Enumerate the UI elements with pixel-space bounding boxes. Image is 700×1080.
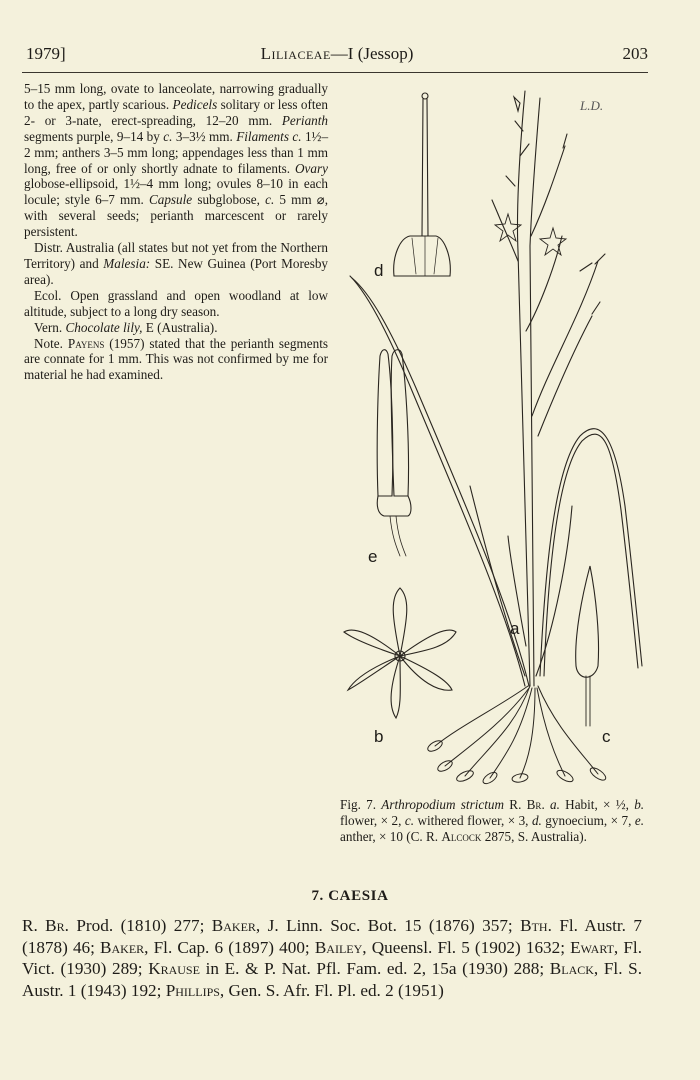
reference-author: R. Br. bbox=[22, 916, 69, 935]
reference-citation: in E. & P. Nat. Pfl. Fam. ed. 2, 15a (1930) 288; bbox=[199, 959, 550, 978]
reference-citation: Gen. S. Afr. Fl. Pl. ed. 2 (1951) bbox=[224, 980, 444, 1000]
family-name: Liliaceae bbox=[260, 44, 331, 63]
root-system bbox=[426, 686, 608, 786]
capsule-text: subglobose, bbox=[197, 192, 260, 208]
gynoecium-drawing bbox=[394, 93, 451, 276]
distribution-label: Distr. bbox=[34, 240, 63, 256]
flower-star-2 bbox=[540, 228, 566, 255]
ecology-paragraph bbox=[24, 288, 328, 320]
distribution-paragraph bbox=[24, 240, 328, 288]
running-title bbox=[26, 44, 648, 64]
circa-abbrev: c. bbox=[265, 192, 275, 208]
part-c-label: c. bbox=[404, 812, 415, 828]
filaments-text: 1½–2 mm; anthers 3–5 mm long; appendages less than 1 mm long, free of or only shortly adnate to filaments. bbox=[24, 128, 329, 176]
reference-author: Bth. bbox=[520, 916, 552, 935]
reference-citation: Queensl. Fl. 5 (1902) 1632; bbox=[366, 937, 571, 957]
reference-author: Black, bbox=[549, 959, 599, 978]
botanical-illustration bbox=[340, 86, 670, 796]
running-title-rest: —I (Jessop) bbox=[330, 44, 414, 63]
part-a-text: Habit, bbox=[565, 797, 598, 812]
vernacular-paragraph bbox=[24, 320, 328, 336]
distribution-text: Australia (all states but not yet from the Northern Territory) and bbox=[24, 240, 328, 271]
perianth-text-2: 3–3½ mm. bbox=[175, 128, 233, 144]
distribution-text-2: SE. New Guinea (Port Moresby area). bbox=[24, 255, 329, 287]
description-column bbox=[24, 81, 328, 383]
capsule-text-2: 5 mm ⌀, with several seeds; perianth marcescent or rarely persistent. bbox=[24, 192, 329, 240]
species-authority: R. Br. bbox=[509, 797, 545, 812]
reference-entry bbox=[148, 959, 550, 978]
vernacular-text: E (Australia). bbox=[145, 319, 218, 335]
panel-label-e: e bbox=[368, 547, 378, 566]
circa-abbrev: c. bbox=[163, 128, 173, 144]
note-author: Payens bbox=[67, 335, 105, 351]
reference-citation: Fl. S. Austr. 1 (1943) 192; bbox=[22, 959, 642, 1000]
ovary-label: Ovary bbox=[295, 160, 328, 176]
ecology-text: Open grassland and open woodland at low altitude, subject to a long dry season. bbox=[24, 287, 329, 319]
anther-drawing bbox=[377, 350, 411, 556]
panel-label-b: b bbox=[374, 727, 384, 746]
note-paragraph bbox=[24, 336, 328, 384]
species-name: Arthropodium strictum bbox=[381, 797, 505, 812]
genus-references bbox=[22, 915, 642, 1001]
year-label: 1979] bbox=[26, 44, 66, 63]
reference-entry bbox=[100, 938, 315, 957]
panel-label-c: c bbox=[602, 727, 611, 746]
pedicels-text: solitary or less often 2- or 3-nate, erect-spreading, 12–20 mm. bbox=[24, 96, 329, 128]
section-heading: 7. CAESIA bbox=[311, 888, 389, 904]
reference-citation: Prod. (1810) 277; bbox=[68, 916, 212, 935]
header-rule bbox=[22, 72, 648, 73]
note-text: (1957) stated that the perianth segments are connate for 1 mm. This was not confirmed by me for material he had examined. bbox=[24, 335, 328, 383]
capsule-label: Capsule bbox=[148, 192, 193, 208]
reference-citation: Fl. Austr. 7 (1878) 46; bbox=[22, 916, 642, 957]
ovary-text: globose-ellipsoid, 1½–4 mm long; ovules 8–10 in each locule; style 6–7 mm. bbox=[24, 176, 328, 208]
part-e-text: anther, × 10 (C. R. bbox=[340, 828, 439, 844]
part-b-label: b. bbox=[634, 797, 645, 812]
ecology-label: Ecol. bbox=[34, 287, 62, 303]
reference-citation: Fl. Vict. (1930) 289; bbox=[22, 937, 642, 978]
reference-entry bbox=[315, 938, 570, 957]
collector-name: Alcock bbox=[441, 828, 482, 844]
reference-author: Phillips, bbox=[165, 980, 225, 1000]
part-a-magnification: × ½, bbox=[603, 797, 629, 812]
reference-entry bbox=[166, 981, 444, 1000]
part-d-label: d. bbox=[531, 812, 542, 828]
reference-citation: J. Linn. Soc. Bot. 15 (1876) 357; bbox=[260, 916, 521, 935]
perianth-label: Perianth bbox=[281, 112, 329, 128]
malesia-label: Malesia: bbox=[103, 255, 151, 271]
circa-abbrev: c. bbox=[292, 128, 302, 144]
figure-caption bbox=[340, 797, 644, 844]
reference-entry bbox=[212, 916, 520, 935]
reference-author: Baker, bbox=[211, 916, 261, 935]
panel-label-d: d bbox=[374, 261, 384, 280]
habit-drawing bbox=[350, 91, 642, 786]
perianth-text: segments purple, 9–14 by bbox=[24, 128, 160, 144]
reference-citation: Fl. Cap. 6 (1897) 400; bbox=[148, 937, 315, 957]
reference-entry bbox=[22, 916, 212, 935]
pedicels-label: Pedicels bbox=[172, 96, 218, 112]
species-description bbox=[24, 81, 328, 240]
reference-author: Ewart, bbox=[570, 937, 619, 957]
part-e-label: e. bbox=[634, 812, 645, 828]
part-a-label: a. bbox=[550, 797, 560, 812]
reference-author: Bailey, bbox=[314, 937, 367, 957]
page-number: 203 bbox=[622, 44, 648, 63]
bract-text: 5–15 mm long, ovate to lanceolate, narrowing gradually to the apex, partly scarious. bbox=[24, 81, 328, 112]
part-c-text: withered flower, × 3, bbox=[417, 812, 529, 828]
panel-label-a: a bbox=[510, 619, 520, 638]
illustrator-signature: L.D. bbox=[580, 98, 604, 113]
caption-end: 2875, S. Australia). bbox=[484, 828, 587, 844]
filaments-label: Filaments bbox=[236, 128, 289, 144]
note-label: Note. bbox=[34, 335, 63, 351]
reference-author: Krause bbox=[148, 959, 200, 978]
figure-number: Fig. 7. bbox=[340, 797, 377, 812]
part-d-text: gynoecium, × 7, bbox=[545, 812, 632, 828]
part-b-text: flower, × 2, bbox=[340, 812, 402, 828]
reference-author: Baker, bbox=[100, 937, 149, 957]
running-head bbox=[26, 44, 648, 66]
flower-drawing bbox=[344, 588, 456, 718]
vernacular-name: Chocolate lily, bbox=[65, 319, 143, 335]
withered-flower-drawing bbox=[576, 566, 599, 726]
vernacular-label: Vern. bbox=[34, 319, 63, 335]
